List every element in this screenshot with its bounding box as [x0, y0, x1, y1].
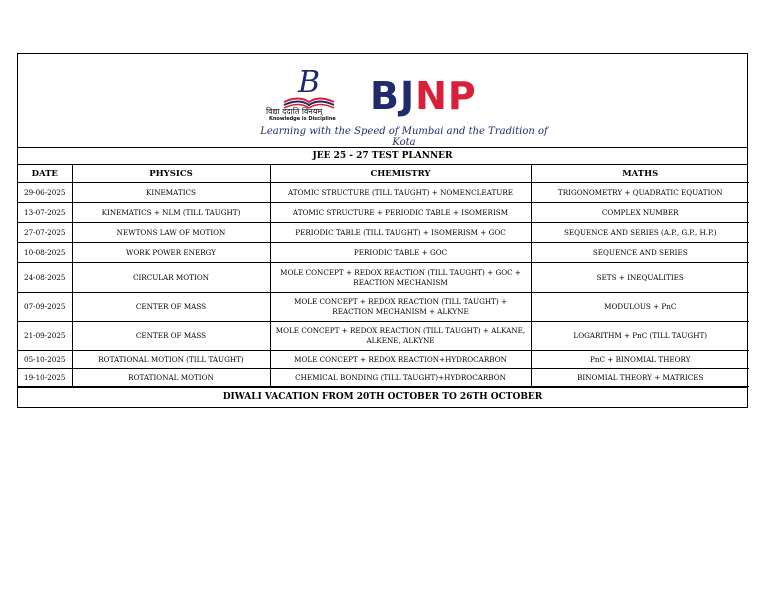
- hindi-motto: विद्या ददाति विनयम्: [266, 107, 323, 116]
- physics-cell: KINEMATICS: [72, 183, 270, 203]
- physics-cell: KINEMATICS + NLM (TILL TAUGHT): [72, 203, 270, 223]
- brand-name: [370, 74, 477, 118]
- table-row: [18, 369, 749, 387]
- chemistry-cell: PERIODIC TABLE (TILL TAUGHT) + ISOMERISM + GOC: [270, 223, 531, 243]
- physics-cell: CENTER OF MASS: [72, 322, 270, 351]
- table-row: [18, 183, 749, 203]
- column-header-chemistry: CHEMISTRY: [270, 165, 531, 183]
- bjnp-logo: [254, 62, 554, 146]
- vacation-note: DIWALI VACATION FROM 20TH OCTOBER TO 26TH OCTOBER: [18, 387, 747, 407]
- maths-cell: LOGARITHM + PnC (TILL TAUGHT): [531, 322, 749, 351]
- date-cell: 21-09-2025: [18, 322, 72, 351]
- column-header-maths: MATHS: [531, 165, 749, 183]
- chemistry-cell: CHEMICAL BONDING (TILL TAUGHT)+HYDROCARBON: [270, 369, 531, 387]
- physics-cell: ROTATIONAL MOTION (TILL TAUGHT): [72, 351, 270, 369]
- column-header-date: DATE: [18, 165, 72, 183]
- header-logo-area: [18, 54, 747, 148]
- maths-cell: TRIGONOMETRY + QUADRATIC EQUATION: [531, 183, 749, 203]
- table-row: [18, 243, 749, 263]
- table-row: [18, 322, 749, 351]
- table-row: [18, 223, 749, 243]
- physics-cell: ROTATIONAL MOTION: [72, 369, 270, 387]
- brand-part2: NP: [415, 74, 477, 118]
- page-title: JEE 25 - 27 TEST PLANNER: [18, 148, 747, 165]
- maths-cell: PnC + BINOMIAL THEORY: [531, 351, 749, 369]
- chemistry-cell: PERIODIC TABLE + GOC: [270, 243, 531, 263]
- date-cell: 07-09-2025: [18, 293, 72, 322]
- chemistry-cell: MOLE CONCEPT + REDOX REACTION+HYDROCARBON: [270, 351, 531, 369]
- brand-part1: BJ: [370, 74, 416, 118]
- date-cell: 13-07-2025: [18, 203, 72, 223]
- physics-cell: WORK POWER ENERGY: [72, 243, 270, 263]
- table-row: [18, 293, 749, 322]
- svg-text:B: B: [297, 65, 321, 100]
- table-row: [18, 203, 749, 223]
- tagline: Learning with the Speed of Mumbai and the Tradition of Kota: [260, 126, 548, 148]
- date-cell: 19-10-2025: [18, 369, 72, 387]
- maths-cell: SETS + INEQUALITIES: [531, 263, 749, 293]
- chemistry-cell: ATOMIC STRUCTURE (TILL TAUGHT) + NOMENCLEATURE: [270, 183, 531, 203]
- chemistry-cell: MOLE CONCEPT + REDOX REACTION (TILL TAUGHT) + GOC + REACTION MECHANISM: [270, 263, 531, 293]
- test-planner-sheet: [17, 53, 748, 408]
- date-cell: 05-10-2025: [18, 351, 72, 369]
- table-row: [18, 351, 749, 369]
- maths-cell: SEQUENCE AND SERIES (A.P., G.P., H.P.): [531, 223, 749, 243]
- chemistry-cell: MOLE CONCEPT + REDOX REACTION (TILL TAUGHT) + REACTION MECHANISM + ALKYNE: [270, 293, 531, 322]
- maths-cell: SEQUENCE AND SERIES: [531, 243, 749, 263]
- maths-cell: COMPLEX NUMBER: [531, 203, 749, 223]
- motto-english: Knowledge is Discipline: [269, 116, 336, 122]
- maths-cell: BINOMIAL THEORY + MATRICES: [531, 369, 749, 387]
- table-row: [18, 263, 749, 293]
- planner-table: [18, 165, 749, 387]
- chemistry-cell: ATOMIC STRUCTURE + PERIODIC TABLE + ISOMERISM: [270, 203, 531, 223]
- physics-cell: NEWTONS LAW OF MOTION: [72, 223, 270, 243]
- physics-cell: CENTER OF MASS: [72, 293, 270, 322]
- date-cell: 24-08-2025: [18, 263, 72, 293]
- date-cell: 10-08-2025: [18, 243, 72, 263]
- maths-cell: MODULOUS + PnC: [531, 293, 749, 322]
- column-header-physics: PHYSICS: [72, 165, 270, 183]
- table-header-row: [18, 165, 749, 183]
- date-cell: 27-07-2025: [18, 223, 72, 243]
- physics-cell: CIRCULAR MOTION: [72, 263, 270, 293]
- chemistry-cell: MOLE CONCEPT + REDOX REACTION (TILL TAUGHT) + ALKANE, ALKENE, ALKYNE: [270, 322, 531, 351]
- date-cell: 29-06-2025: [18, 183, 72, 203]
